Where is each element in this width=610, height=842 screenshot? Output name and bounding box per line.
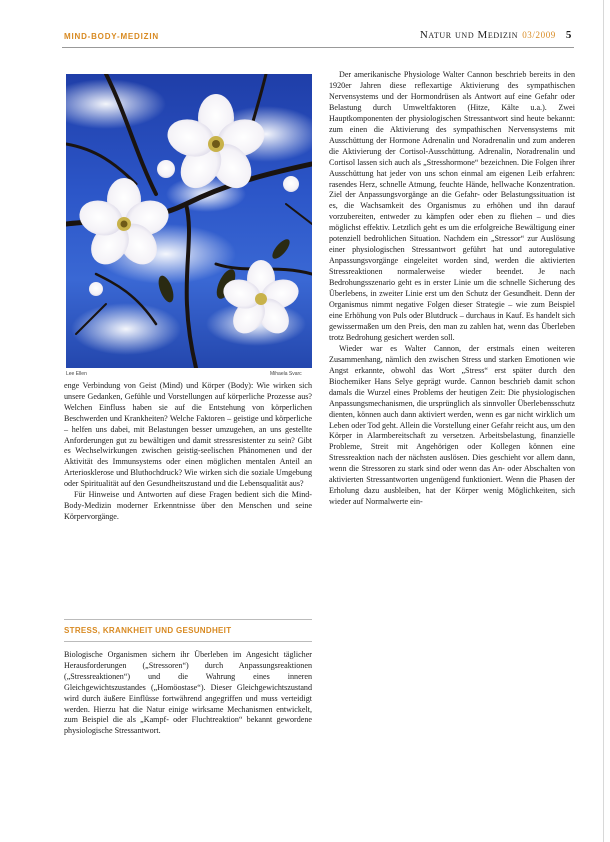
right-column-text — [329, 70, 575, 508]
paragraph: Biologische Organismen sichern ihr Überleben im Angesicht täglicher Herausforderungen („Stressoren“) durch Anpassungsreaktionen („Stressreaktionen“) und die Wahrung eines inneren Gleichgewichtszustandes („Homöostase“). Dieser Gleichgewichtszustand wird durch äußere Einflüsse fortwährend angegriffen und muss verteidigt werden. Hierzu hat die Natur einige wirksame Mechanismen entwickelt, zum Beispiel die als „Kampf- oder Fluchtreaktion“ bekannt gewordene physiologische Stressantwort. — [64, 650, 312, 736]
left-column-text — [64, 381, 312, 523]
page-number: 5 — [565, 29, 572, 41]
paragraph: Wieder war es Walter Cannon, der erstmals einen weiteren Zusammenhang, nämlich den zwischen Stress und starken Emotionen wie Angst erkannte, obwohl das Wort „Stress“ erst später durch den Biochemiker Hans Selye geprägt wurde. Cannon beschrieb damit schon damals die Wurzel eines Problems der heutigen Zeit: Die physiologischen Anpassungsmechanismen, die ursprünglich als sinnvoller Überlebensschutz dienten, können auch dann aktiviert werden, wenn es gar nicht wirklich um Leben oder Tod geht. Allein die Vorstellung einer Gefahr reicht aus, um den Körper in Alarmbereitschaft zu versetzen. Arbeitsbelastung, finanzielle Probleme, Streit mit Angehörigen oder Kollegen können eine Stressreaktion nach der nächsten auslösen. Dies geschieht vor allem dann, wenn die Stressoren zu stark sind oder wenn das An- oder Abschalten von aktivierten Stressantworten ungenügend funktioniert. Wenn die Phasen der Erholung dazu ausbleiben, hat der Körper wenig Möglichkeiten, sich wieder auf Normalwerte ein- — [329, 343, 575, 507]
running-header — [62, 28, 572, 48]
journal-title: Natur und Medizin — [419, 29, 519, 41]
section-label: MIND-BODY-MEDIZIN — [64, 32, 159, 41]
journal-title-block — [420, 29, 572, 41]
section-rule — [64, 641, 312, 642]
section-heading: STRESS, KRANKHEIT UND GESUNDHEIT — [64, 626, 232, 635]
photo-credit-right: Mihaela Svarc — [270, 371, 302, 377]
paragraph: Der amerikanische Physiologe Walter Cannon beschrieb bereits in den 1920er Jahren diese reflexartige Aktivierung des sympathischen Nervensystems und der Hormondrüsen als Antwort auf eine Gefahr oder Belastung durch Umweltfaktoren (Hitze, Kälte u.a.). Zwei Hauptkomponenten der physiologischen Stressantwort sind heute bekannt: zum einen die Aktivierung des sympathischen Nervensystems mit Ausschüttung der Hormone Adrenalin und Noradrenalin und zum anderen die Aktivierung der Cortisol-Ausschüttung. Adrenalin, Noradrenalin und Cortisol lassen sich auch als „Stresshormone“ bezeichnen. Die Folgen ihrer Ausschüttung hat jeder von uns schon einmal am eigenen Leib erfahren: rasendes Herz, schnelle Atmung, feuchte Hände, hellwache Konzentration. Ziel der Anpassungsvorgänge an die Gefahr- oder Belastungssituation ist es, die Wachsamkeit des Organismus zu erhöhen und ihn darauf vorzubereiten, entweder zu kämpfen oder eben zu fliehen – und dies möglichst effektiv. Letztlich geht es um die erfolgreiche Bewältigung einer potenziell bedrohlichen Situation. Nachdem ein „Stressor“ zur Auslösung einer physiologischen Stressantwort geführt hat und autoregulative Anpassungsvorgänge eingeleitet worden sind, werden die aktivierten Stressreaktionen normalerweise wieder beendet. Je nach Bedrohungsszenario geht es in erster Linie um die schnelle Sicherung des Überlebens, in zweiter Linie erst um den Schutz der Gesundheit. Denn der Organismus nimmt negative Folgen dieser Strategie – wie zum Beispiel eine Erhöhung von Puls oder Blutdruck – durchaus in Kauf. Es handelt sich gewissermaßen um den Preis, den man zu zahlen hat, wenn das Überleben trotz Bedrohung gesichert werden soll. — [329, 70, 575, 342]
section-rule — [64, 619, 312, 620]
paragraph: Für Hinweise und Antworten auf diese Fragen bedient sich die Mind-Body-Medizin moderner Erkenntnisse über den Menschen und seine Körpervorgänge. — [64, 490, 312, 521]
photo-credit-left: Lee Ellen — [66, 371, 87, 377]
issue-number: 03/2009 — [522, 30, 556, 40]
blossom-photo — [66, 74, 312, 368]
header-rule — [62, 47, 574, 48]
paragraph: enge Verbindung von Geist (Mind) und Körper (Body): Wie wirken sich unsere Gedanken, Gefühle und Vorstellungen auf körperliche Prozesse aus? Welchen Einfluss haben sie auf die Entstehung von körperlichen Beschwerden und Krankheiten? Welche Faktoren – geistige und körperliche – helfen uns dabei, mit Belastungen besser umzugehen, an uns gestellte Anforderungen gut zu bewältigen und damit stressresistenter zu sein? Gibt es Wechselwirkungen zwischen geistig-seelischen Phänomenen und der Aktivität des Immunsystems oder einen möglichen mentalen Anteil an Arteriosklerose und Bluthochdruck? Wie wirken sich die soziale Umgebung oder Spiritualität auf den Gesundheitszustand und die Lebensqualität aus? — [64, 381, 312, 489]
left-column-section-text — [64, 650, 312, 737]
